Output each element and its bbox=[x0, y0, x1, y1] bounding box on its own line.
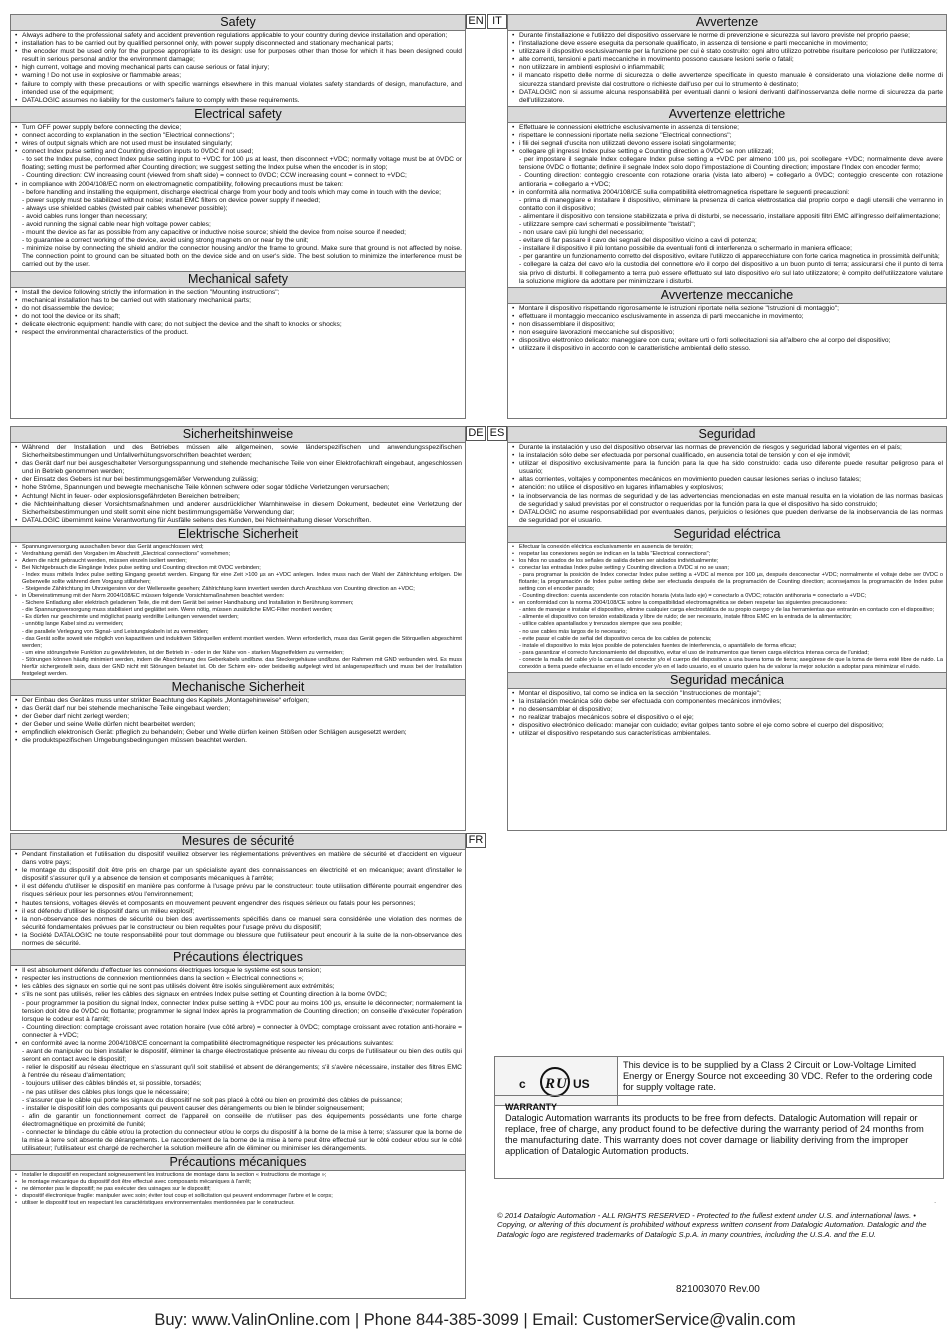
list-item: • der Einsatz des Gebers ist nur bei bestimmungsgemäßer Verwendung zulässig; bbox=[15, 476, 462, 484]
list-item: • le montage mécanique du dispositif doit être effectué avec composants mécaniques à l'arrêt; bbox=[15, 1179, 462, 1186]
section-list bbox=[508, 689, 946, 740]
list-item: - before handling and installing the equipment, discharge electrical charge from your body and tools which may come in touch with the device; bbox=[22, 188, 441, 196]
list-item: - no use cables más largos de lo necesario; bbox=[519, 628, 627, 635]
list-item: - installare il dispositivo il più lontano possibile da eventuali fonti di interferenza o schermarlo in maniera efficace; bbox=[519, 245, 852, 253]
list-item: • Pendant l'installation et l'utilisation du dispositif veuillez observer les réglementations préventives en matière de sécurité et d'accident en vigueur dans votre pays; bbox=[15, 851, 462, 867]
list-item: - Index muss mittels Index pulse setting Eingang gesetzt werden. Eingang für eine Zeit >100 µs an +VDC anlegen. Index muss nach der Wahl der Zählrichtung erfolgen. Die Geberwelle sollte während dem Vorgang stillstehen; bbox=[22, 572, 462, 586]
list-item: - utilizzare sempre cavi schermati e possibilmente "twistati"; bbox=[519, 220, 696, 228]
list-item: • DATALOGIC non si assume alcuna responsabilità per eventuali danni o lesioni derivanti dall'inosservanza delle norme di sicurezza da parte dell'utilizzatore. bbox=[512, 89, 943, 105]
lang-tag-de: DE bbox=[466, 426, 486, 441]
section-title: Safety bbox=[11, 15, 465, 31]
section-list bbox=[508, 443, 946, 526]
list-item: - pour programmer la position du signal Index, connecter Index pulse setting à +VDC pour au moins 100 µs, ensuite le déconnecter; normalement la tension doit être de 0VDC ou flottante; programmer le signal Index après la programmation de Counting direction; on conseille d'exécuter l'opération lorsque le codeur est à l'arrêt; bbox=[22, 999, 462, 1023]
list-item: • der Geber darf nicht zerlegt werden; bbox=[15, 713, 462, 721]
list-item: - utilice cables apantallados y trenzados siempre que sea posible; bbox=[519, 621, 682, 628]
list-item: • en conformidad con la norma 2004/108/CE sobre la compatibilidad electromagnética se deben respetar las siguientes precauciones: bbox=[512, 600, 943, 607]
list-item: • ne démonter pas le dispositif; ne pas exécuter des usinages sur le dispositif; bbox=[15, 1186, 462, 1193]
section-list bbox=[508, 304, 946, 355]
list-item: • installation has to be carried out by qualified personnel only, with power supply disconnected and stationary mechanical parts; bbox=[15, 40, 462, 48]
list-item: • utilizar el dispositivo exclusivamente para la función para la que ha sido construido: cada uso diferente puede resultar peligroso para el usuario; bbox=[512, 460, 943, 476]
list-item: • die produktspezifischen Umgebungsbedingungen müssen beachtet werden. bbox=[15, 737, 462, 745]
section-list bbox=[508, 543, 946, 672]
lang-tag-es: ES bbox=[487, 426, 507, 441]
svg-text:c: c bbox=[519, 1077, 526, 1091]
separator-dots: . bbox=[934, 1196, 937, 1205]
list-item: • in Übereinstimmung mit der Norm 2004/108/EC müssen folgende Vorsichtsmaßnahmen beachtet werden: bbox=[15, 593, 462, 600]
section-title: Avvertenze bbox=[508, 15, 946, 31]
list-item: • connect Index pulse setting and Counting direction inputs to 0VDC if not used; bbox=[15, 148, 462, 156]
list-item: • Montar el dispositivo, tal como se indica en la sección "Instrucciones de montaje"; bbox=[512, 690, 943, 698]
list-item: - die parallele Verlegung von Signal- und Leistungskabeln ist zu vermeiden; bbox=[22, 628, 209, 635]
svg-text:R: R bbox=[545, 1076, 556, 1092]
list-item: - afin de garantir un fonctionnement correct de l'appareil on conseille de n'utiliser pas des équipements possédants une forte charge électromagnétique en proximité de l'unité; bbox=[22, 1112, 462, 1128]
list-item: - per garantire un funzionamento corretto del dispositivo, evitare l'utilizzo di apparecchiature con forte carica magnetica in prossimità dell'unità; bbox=[519, 253, 940, 261]
list-item: • atención: no utilice el dispositivo en lugares inflamables y explosivos; bbox=[512, 484, 943, 492]
svg-text:U: U bbox=[556, 1076, 567, 1092]
panel-en bbox=[10, 14, 466, 419]
list-item: - collegare la calza del cavo e/o la custodia del connettore e/o il corpo del dispositivo a un buon punto di terra; assicurarsi che il punto di terra sia privo di disturbi. Il collegamento a terra può essere effettuato sul lato dispositivo e/o sul lato utilizzatore; è compito dell'utilizzatore valutare la soluzione migliore da adottare per minimizzare i disturbi. bbox=[519, 261, 943, 285]
list-item: - Störungen können häufig minimiert werden, indem die Abschirmung des Geberkabels und/bzw. das Steckergehäuse und/bzw. der Rahmen mit GND verbunden wird. Es muss hierfür sichergestellt sein, dass der GND nicht mit Störungen belastet ist. Ob der Schirm ein- oder beidseitig aufgelegt wird ist anlagenspezifisch und muss bei der Installation festgelegt werden. bbox=[22, 656, 462, 677]
list-item: - alimente el dispositivo con tensión estabilizada y libre de ruido; de ser necesario, instale filtros EMC en la entrada de la alimentación; bbox=[519, 614, 852, 621]
list-item: • hohe Ströme, Spannungen und bewegte mechanische Teile können schwere oder sogar tödliche Verletzungen verursachen; bbox=[15, 484, 462, 492]
section-list bbox=[508, 123, 946, 287]
list-item: • il mancato rispetto delle norme di sicurezza o delle avvertenze specificate in questo manuale è considerato una violazione delle norme di sicurezza standard previste dal costruttore o richieste dall'uso per cui lo strumento è destinato; bbox=[512, 72, 943, 88]
list-item: • failure to comply with these precautions or with specific warnings elsewhere in this manual violates safety standards of design, manufacture, and intended use of the equipment; bbox=[15, 81, 462, 97]
list-item: - s'assurer que le câble qui porte les signaux du dispositif ne soit pas placé à côté ou bien en proximité des câbles de puissance; bbox=[22, 1096, 403, 1104]
list-item: • the encoder must be used only for the purpose appropriate to its design: use for purposes other than those for which it has been designed could result in serious personal and/or the environment damage; bbox=[15, 48, 462, 64]
section-list bbox=[11, 123, 465, 271]
list-item: - avoid cables runs longer than necessary; bbox=[22, 212, 148, 220]
list-item: • utiliser le dispositif tout en respectant les caractéristiques environnementales mentionnées par le constructeur. bbox=[15, 1200, 462, 1207]
list-item: - Es dürfen nur geschirmte und möglichst paarig verdrillte Leitungen verwendet werden; bbox=[22, 614, 239, 621]
section-list bbox=[11, 288, 465, 339]
list-item: - power supply must be stabilized without noise; install EMC filters on device power supply if needed; bbox=[22, 196, 321, 204]
list-item: - instale el dispositivo lo más lejos posible de potenciales fuentes de interferencia, o apantállelo de forma eficaz; bbox=[519, 642, 797, 649]
list-item: - para garantizar el correcto funcionamiento del dispositivo, evitar el uso de instrumentos que tienen carga eléctrica intensa cerca de l'unidad; bbox=[519, 649, 869, 656]
list-item: • hautes tensions, voltages élevés et composants en mouvement peuvent engendrer des risques sérieux ou fatals pour les personnes; bbox=[15, 900, 462, 908]
list-item: • le montage du dispositif doit être pris en charge par un spécialiste ayant des connaissances en électricité et en mécanique; avant d'installer le dispositif s'assurer qu'il y a absence de tension et composants mécaniques à l'arrête; bbox=[15, 867, 462, 883]
list-item: • delicate electronic equipment: handle with care; do not subject the device and the shaft to knocks or shocks; bbox=[15, 321, 462, 329]
list-item: • Der Einbau des Gerätes muss unter strikter Beachtung des Kapitels „Montagehinweise“ erfolgen; bbox=[15, 697, 462, 705]
list-item: • altas corrientes, voltajes y componentes mecánicos en movimiento pueden causar lesiones serias o incluso fatales; bbox=[512, 476, 943, 484]
list-item: • wires of output signals which are not used must be insulated singularly; bbox=[15, 140, 462, 148]
list-item: • la Société DATALOGIC ne toute responsabilité pour tout dommage ou blessure que l'utilisateur peut encourir à la suite de la non-observance des normes de sécurité. bbox=[15, 932, 462, 948]
list-item: - unnötig lange Kabel sind zu vermeiden; bbox=[22, 621, 124, 628]
list-item: • la instalación sólo debe ser efectuada por personal cualificado, en ausencia total de tensión y con el eje inmóvil; bbox=[512, 452, 943, 460]
list-item: - evite pasar el cable de señal del dispositivo cerca de los cables de potencia; bbox=[519, 635, 712, 642]
list-item: - die Spannungsversorgung muss stabilisiert und geglättet sein. Wenn nötig, müssen zusätzliche EMC-Filter montiert werden; bbox=[22, 607, 333, 614]
list-item: - Counting direction: cuenta ascendente con rotación horaria (vista lado eje) = conectarlo a 0VDC; rotación antihoraria = conectarlo a +VDC; bbox=[519, 593, 867, 600]
list-item: • dispositivo elettronico delicato: maneggiare con cura; evitare urti o forti sollecitazioni sia all'albero che al corpo del dispositivo; bbox=[512, 337, 943, 345]
list-item: • DATALOGIC no asume responsabilidad por eventuales danos, perjuicios o lesiónes que pueden derivarse de la inobservancia de las normas de seguridad por el usuario. bbox=[512, 509, 943, 525]
list-item: • i fili dei segnali d'uscita non utilizzati devono essere isolati singolarmente; bbox=[512, 140, 943, 148]
list-item: - Counting direction: CW increasing count (viewed from shaft side) = connect to 0VDC; CCW increasing count = connect to +VDC; bbox=[22, 172, 407, 180]
list-item: • DATALOGIC übernimmt keine Verantwortung für Ausfälle seitens des Kunden, bei Nichteinhaltung dieser Vorschriften. bbox=[15, 517, 462, 525]
list-item: • les câbles des signaux en sortie qui ne sont pas utilisés doivent être isolés singulièrement aux extrémités; bbox=[15, 983, 462, 991]
list-item: • Always adhere to the professional safety and accident prevention regulations applicable to your country during device installation and operation; bbox=[15, 32, 462, 40]
list-item: - prima di maneggiare e installare il dispositivo, eliminare la presenza di carica elettrostatica dal proprio corpo e dagli utensili che verranno in contatto con il dispositivo; bbox=[519, 196, 943, 212]
list-item: • no realizar trabajos mecánicos sobre el dispositivo o el eje; bbox=[512, 714, 943, 722]
list-item: • Durante la instalación y uso del dispositivo observar las normas de prevención de riesgos y seguridad laboral vigentes en el país; bbox=[512, 444, 943, 452]
section-title: Avvertenze meccaniche bbox=[508, 287, 946, 304]
list-item: • warning ! Do not use in explosive or flammable areas; bbox=[15, 72, 462, 80]
list-item: - das Gerät sollte soweit wie möglich von kapazitiven und induktiven Störquellen entfernt montiert werden. Wenn erforderlich, muss das Gerät gegen die Störquellen abgeschirmt werden; bbox=[22, 635, 462, 649]
list-item: • utilizar el dispositivo respetando sus características ambientales. bbox=[512, 730, 943, 738]
list-item: • das Gerät darf nur bei ausgeschalteter Versorgungsspannung und stehende mechanische Teile von einer Elektrofachkraft eingebaut, angeschlossen und in Betrieb genommen werden; bbox=[15, 460, 462, 476]
list-item: • collegare gli ingressi Index pulse setting e Counting direction a 0VDC se non utilizzati; bbox=[512, 148, 943, 156]
list-item: • il est défendu d'utiliser le dispositif dans un milieu explosif; bbox=[15, 908, 462, 916]
section-list bbox=[11, 696, 465, 747]
list-item: • mechanical installation has to be carried out with stationary mechanical parts; bbox=[15, 297, 462, 305]
list-item: - connecter le blindage du câble et/ou la protection du connecteur et/ou le corps du dispositif à la borne de la mise à terre; s'assurer que la borne de la mise à terre soit absente de dérangements. Le raccordement de la borne de la mise à terre peut être effectué sur le côté codeur et/ou sur le côté utilisateur; l'utilisateur est chargé de rechercher la solution meilleure afin de éliminer ou minimiser les dérangements. bbox=[22, 1129, 462, 1153]
list-item: - minimize noise by connecting the shield and/or the connector housing and/or the frame to ground. Make sure that ground is not affected by noise. The connection point to ground can be situated both on the device side and on user's side. The best solution to minimize the interference must be carried out by the user. bbox=[22, 245, 462, 269]
section-title: Précautions mécaniques bbox=[11, 1154, 465, 1171]
section-list bbox=[11, 443, 465, 526]
list-item: • die Nichteinhaltung dieser Vorsichtsmaßnahmen und anderer ausdrücklicher Warnhinweise in diesem Dokument, bedeutet eine Verletzung der Sicherheitsbestimmungen und stellt somit eine nicht bestimmungsgemäße Verwendung dar; bbox=[15, 501, 462, 517]
list-item: • der Geber und seine Welle dürfen nicht bearbeitet werden; bbox=[15, 721, 462, 729]
list-item: • la non-observance des normes de sécurité ou bien des avertissements spécifiés dans ce manuel sera considérée une violation des normes de sécurité fondamentales prévues par le constructeur ou bien requêtes pour l'usage prévu du dispositif; bbox=[15, 916, 462, 932]
list-item: • respecter les instructions de connexion mentionnées dans la section « Electrical connections »; bbox=[15, 975, 462, 983]
certification-text: This device is to be supplied by a Class 2 Circuit or Low-Voltage Limited Energy or Energy Source not exceeding 30 VDC. Refer to the ordering code for supply voltage rate. bbox=[623, 1060, 933, 1092]
list-item: - para programar la posición de Index conectar Index pulse setting a +VDC al menos por 100 µs, después desconectar +VDC; normalmente el voltaje debe ser 0VDC o flotante; la programación de Index pulse setting debe ser efectuada después de la programación de Counting direction; aconsejamos la programación de Index pulse setting con el encoder parado; bbox=[519, 572, 943, 593]
list-item: • do not disassemble the device; bbox=[15, 305, 462, 313]
list-item: • en conformité avec la norme 2004/108/CE concernant la compatibilité électromagnétique respecter les précautions suivantes: bbox=[15, 1040, 462, 1048]
section-title: Seguridad bbox=[508, 427, 946, 443]
list-item: • high current, voltage and moving mechanical parts can cause serious or fatal injury; bbox=[15, 64, 462, 72]
document-number: 821003070 Rev.00 bbox=[676, 1284, 760, 1295]
list-item: - alimentare il dispositivo con tensione stabilizzata e priva di disturbi, se necessario, installare appositi filtri EMC all'ingresso dell'alimentazione; bbox=[519, 212, 941, 220]
list-item: - per impostare il segnale Index collegare Index pulse setting a +VDC per almeno 100 µs, poi scollegare +VDC; normalmente deve avere tensione 0VDC o flottante; definire il segnale Index solo dopo l'impostazione di Counting direction; impostare l'Index con encoder fermo; bbox=[519, 156, 943, 172]
list-item: - installer le dispositif loin des composants qui peuvent causer des dérangements ou bien le blinder soigneusement; bbox=[22, 1104, 365, 1112]
list-item: • il est défendu d'utiliser le dispositif en manière pas conforme à l'usage prévu par le constructeur: toute utilisation différente pourrait engendrer des risques sérieux pour les personnes et/ou l'environnement; bbox=[15, 883, 462, 899]
list-item: - mount the device as far as possible from any capacitive or inductive noise source; shield the device from noise source if needed; bbox=[22, 229, 406, 237]
list-item: • Turn OFF power supply before connecting the device; bbox=[15, 124, 462, 132]
list-item: - relier le dispositif au réseau électrique en s'assurant qu'il soit stabilisé et absent de dérangements; s'il s'avère nécessaire, installer des filtres EMC à l'entrée du réseau d'alimentation; bbox=[22, 1064, 462, 1080]
list-item: - Counting direction: comptage croissant avec rotation horaire (vue côté arbre) = connecter à 0VDC; comptage croissant avec rotation anti-horaire = connecter à +VDC; bbox=[22, 1023, 462, 1039]
copyright-notice: © 2014 Datalogic Automation - ALL RIGHTS RESERVED - Protected to the fullest extent under U.S. and international laws. • Copying, or altering of this document is prohibited without express written consent from Datalogic Automation. Datalogic and the Datalogic logo are registered trademarks of Datalogic S.p.A. in many countries, including the U.S.A. and the E.U. bbox=[497, 1211, 927, 1239]
list-item: • Achtung! Nicht in feuer- oder explosionsgefährdeten Bereichen betreiben; bbox=[15, 493, 462, 501]
section-list bbox=[508, 31, 946, 106]
list-item: • Montare il dispositivo rispettando rigorosamente le istruzioni riportate nella sezione "Istruzioni di montaggio"; bbox=[512, 305, 943, 313]
list-item: • Durante l'installazione e l'utilizzo del dispositivo osservare le norme di prevenzione e sicurezza sul lavoro previste nel proprio paese; bbox=[512, 32, 943, 40]
list-item: • utilizzare il dispositivo in accordo con le caratteristiche ambientali dello stesso. bbox=[512, 345, 943, 353]
section-title: Avvertenze elettriche bbox=[508, 106, 946, 123]
list-item: - to set the Index pulse, connect Index pulse setting input to +VDC for 100 µs at least, then disconnect +VDC; normally voltage must be at 0VDC or floating; setting must be performed after Counting direction; we suggest setting the Index pulse when the encoder is in stop; bbox=[22, 156, 462, 172]
list-item: - avant de manipuler ou bien installer le dispositif, éliminer la charge électrostatique présente au niveau du corps de l'utilisateur ou bien des outils qui seront en contact avec le dispositif; bbox=[22, 1048, 462, 1064]
lang-tag-it: IT bbox=[487, 14, 507, 29]
warranty-title: WARRANTY bbox=[505, 1102, 557, 1112]
list-item: • Bei Nichtgebrauch die Eingänge Index pulse setting und Counting direction mit 0VDC verbinden; bbox=[15, 565, 462, 572]
list-item: • la instalación mecánica sólo debe ser efectuada con componentes mecánicos inmóviles; bbox=[512, 698, 943, 706]
list-item: • Il est absolument défendu d'effectuer les connexions électriques lorsque le système est sous tension; bbox=[15, 967, 462, 975]
list-item: - Steigende Zählrichtung im Uhrzeigersinn vor der Wellenseite gesehen; Zählrichtung kann invertiert werden durch Anschluss von Counting direction an +VDC; bbox=[22, 586, 415, 593]
list-item: • non disassemblare il dispositivo; bbox=[512, 321, 943, 329]
list-item: • non eseguire lavorazioni meccaniche sul dispositivo; bbox=[512, 329, 943, 337]
section-title: Mesures de sécurité bbox=[11, 834, 465, 850]
section-title: Seguridad mecánica bbox=[508, 672, 946, 689]
list-item: • los hilos no usados de los señales de salida deben ser aislados individualmente; bbox=[512, 558, 943, 565]
warranty-text: Datalogic Automation warrants its products to be free from defects. Datalogic Automation will repair or replace, free of charge, any product found to be defective during the warranty period of 24 months from the manufacturing date. This warranty does not cover damage or liability deriving from the improper application of Datalogic Automation products. bbox=[505, 1113, 924, 1156]
footer-contact[interactable]: Buy: www.ValinOnline.com | Phone 844-385-3099 | Email: CustomerService@valin.com bbox=[154, 1311, 796, 1329]
section-title: Elektrische Sicherheit bbox=[11, 526, 465, 543]
list-item: • s'ils ne sont pas utilisés, relier les câbles des signaux en entrées Index pulse setting et Counting direction à la borne 0VDC; bbox=[15, 991, 462, 999]
section-list bbox=[11, 850, 465, 949]
list-item: • Efectuar la conexión eléctrica exclusivamente en ausencia de tensión; bbox=[512, 544, 943, 551]
list-item: • dispositivo electrónico delicado: manejar con cuidado; evitar golpes tanto sobre el eje como sobre el cuerpo del dispositivo; bbox=[512, 722, 943, 730]
list-item: • non utilizzare in ambienti esplosivi o infiammabili; bbox=[512, 64, 943, 72]
section-title: Sicherheitshinweise bbox=[11, 427, 465, 443]
section-list bbox=[11, 1171, 465, 1208]
list-item: • effettuare il montaggio meccanico esclusivamente in assenza di parti meccaniche in movimento; bbox=[512, 313, 943, 321]
list-item: • connect according to explanation in the section "Electrical connections"; bbox=[15, 132, 462, 140]
list-item: • das Gerät darf nur bei stehende mechanische Teile eingebaut werden; bbox=[15, 705, 462, 713]
list-item: - um eine störungsfreie Funktion zu gewährleisten, ist der Betrieb in - oder in der Nähe von - starken Magnetfeldern zu vermeiden; bbox=[22, 649, 344, 656]
panel-it bbox=[507, 14, 947, 419]
lang-tag-en: EN bbox=[466, 14, 486, 29]
list-item: • DATALOGIC assumes no liability for the customer's failure to comply with these requirements. bbox=[15, 97, 462, 105]
list-item: - Counting direction: conteggio crescente con rotazione oraria (vista lato albero) = collegarlo a 0VDC; conteggio crescente con rotazione antioraria = collegarlo a +VDC; bbox=[519, 172, 943, 188]
list-item: • la inobservancia de las normas de seguridad y de las advertencias mencionadas en este manual resulta en la violation de las normas basicas de seguridad y salud previstas por el constructor o requeridas por la función para la que el dispositivo ha sido construido; bbox=[512, 493, 943, 509]
panel-fr bbox=[10, 833, 466, 1299]
panel-es bbox=[507, 426, 947, 831]
list-item: - antes de manejar e instalar el dispositivo, elimine cualquier carga electrostática de su propio cuerpo y de las herramientas que entrarán en contacto con el dispositivo; bbox=[519, 607, 935, 614]
list-item: • rispettare le connessioni riportate nella sezione "Electrical connections"; bbox=[512, 132, 943, 140]
list-item: • alte correnti, tensioni e parti meccaniche in movimento possono causare lesioni serie o fatali; bbox=[512, 56, 943, 64]
list-item: - avoid running the signal cable near high voltage power cables; bbox=[22, 220, 211, 228]
list-item: • l'installazione deve essere eseguita da personale qualificato, in assenza di tensione e parti meccaniche in movimento; bbox=[512, 40, 943, 48]
section-title: Mechanical safety bbox=[11, 271, 465, 288]
section-title: Seguridad eléctrica bbox=[508, 526, 946, 543]
list-item: • empfindlich elektronisch Gerät: pfleglich zu behandeln; Geber und Welle dürfen keinen Stößen oder Schlägen ausgesetzt werden; bbox=[15, 729, 462, 737]
list-item: • Während der Installation und des Betriebes müssen alle allgemeinen, sowie länderspezifischen und anwendungsspezifischen Sicherheitsbestimmungen und Unfallverhütungsvorschriften beachtet werden; bbox=[15, 444, 462, 460]
section-list bbox=[11, 966, 465, 1154]
list-item: - conecte la malla del cable y/o la carcasa del conector y/o el cuerpo del dispositivo a una buena toma de tierra; asegúrese de que la toma de tierra esté libre de ruido. La conexión a tierra puede efectuarse en el lado encoder y/o en el lado usuario, es el usuario quien ha de valorar la mejor solución a adoptar para minimizar el ruido. bbox=[519, 656, 943, 670]
list-item: • utilizzare il dispositivo esclusivamente per la funzione per cui è stato costruito: ogni altro utilizzo potrebbe risultare pericoloso per l'utilizzatore; bbox=[512, 48, 943, 56]
svg-text:US: US bbox=[573, 1077, 590, 1091]
lang-tag-fr: FR bbox=[466, 833, 486, 848]
list-item: • in conformità alla normativa 2004/108/CE sulla compatibilità elettromagnetica rispettare le seguenti precauzioni: bbox=[512, 189, 943, 197]
list-item: - always use shielded cables (twisted pair cables whenever possible); bbox=[22, 204, 228, 212]
list-item: • respect the environmental characteristics of the product. bbox=[15, 329, 462, 337]
list-item: • in compliance with 2004/108/EC norm on electromagnetic compatibility, following precautions must be taken: bbox=[15, 181, 462, 189]
list-item: - to guarantee a correct working of the device, avoid using strong magnets on or near by the unit; bbox=[22, 237, 309, 245]
list-item: • conectar las entradas Index pulse setting y Counting direction a 0VDC si no se usan; bbox=[512, 565, 943, 572]
section-list bbox=[11, 31, 465, 106]
panel-de bbox=[10, 426, 466, 831]
list-item: - Sichere Entladung aller elektrisch geladenen Teile, die mit dem Gerät bei seiner Handhabung und Installation in Berührung kommen; bbox=[22, 600, 354, 607]
warranty-box bbox=[494, 1095, 944, 1179]
section-title: Mechanische Sicherheit bbox=[11, 679, 465, 696]
section-title: Electrical safety bbox=[11, 106, 465, 123]
list-item: • respetar las conexiones según se indican en la tabla "Electrical connections"; bbox=[512, 551, 943, 558]
list-item: • Adern die nicht gebraucht werden, müssen einzeln isoliert werden; bbox=[15, 558, 462, 565]
list-item: • no desensamblar el dispositivo; bbox=[512, 706, 943, 714]
list-item: • Installer le dispositif en respectant soigneusement les instructions de montage dans la section « Instructions de montage »; bbox=[15, 1172, 462, 1179]
list-item: - non usare cavi più lunghi del necessario; bbox=[519, 229, 644, 237]
list-item: - ne pas utiliser des câbles plus longs que le nécessaire; bbox=[22, 1088, 190, 1096]
list-item: • Verdrahtung gemäß den Vorgaben im Abschnitt „Electrical connections“ vornehmen; bbox=[15, 551, 462, 558]
list-item: • dispositif électronique fragile: manipuler avec soin; éviter tout coup et sollicitation qui peuvent endommager l'arbre et le corps; bbox=[15, 1193, 462, 1200]
list-item: • Effettuare le connessioni elettriche esclusivamente in assenza di tensione; bbox=[512, 124, 943, 132]
section-list bbox=[11, 543, 465, 679]
list-item: - toujours utiliser des câbles blindés et, si possible, torsadés; bbox=[22, 1080, 202, 1088]
section-title: Précautions électriques bbox=[11, 949, 465, 966]
list-item: • Spannungsversorgung ausschalten bevor das Gerät angeschlossen wird; bbox=[15, 544, 462, 551]
list-item: - evitare di far passare il cavo dei segnali del dispositivo vicino a cavi di potenza; bbox=[519, 237, 757, 245]
list-item: • do not tool the device or its shaft; bbox=[15, 313, 462, 321]
list-item: • Install the device following strictly the information in the section "Mounting instructions"; bbox=[15, 289, 462, 297]
